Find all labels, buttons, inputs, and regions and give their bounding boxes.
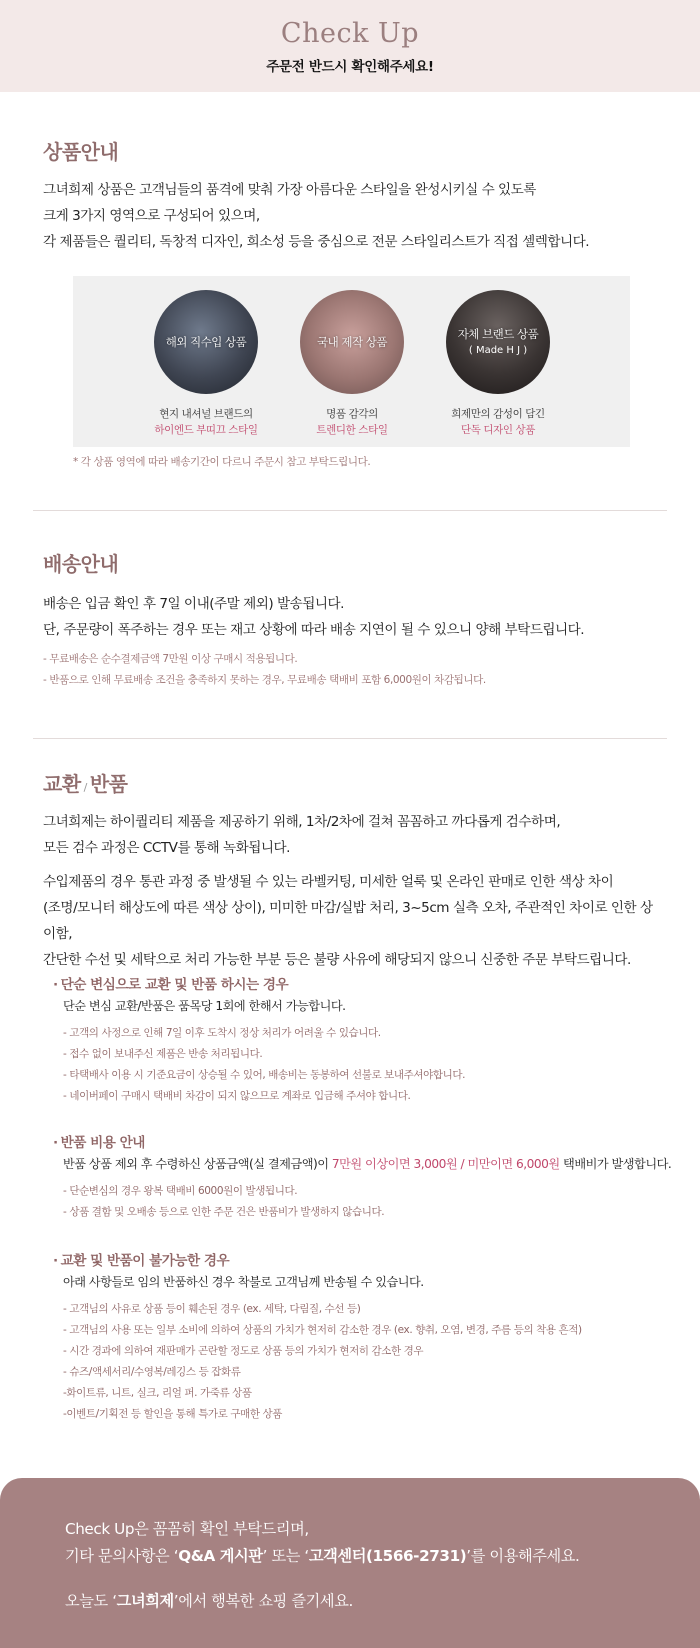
brand-name: 그녀희제 [116,1592,174,1610]
category-own-brand-label: 자체 브랜드 상품 [457,327,539,341]
customer-center-link[interactable]: 고객센터(1566-2731) [308,1547,467,1565]
simple-change-block [53,973,660,1107]
product-note: * 각 상품 영역에 따라 배송기간이 다르니 주문시 참고 부탁드립니다. [73,456,371,468]
category-own-brand-desc1: 희제만의 감성이 담긴 [451,408,545,420]
footer-text: 기타 문의사항은 ‘ [65,1547,179,1565]
impossible-title-text: 교환 및 반품이 불가능한 경우 [60,1253,230,1269]
category-own-brand-desc2: 단독 디자인 상품 [460,424,536,436]
category-overseas [141,290,271,438]
simple-change-note: - 접수 없이 보내주신 제품은 반송 처리됩니다. [63,1048,263,1060]
simple-change-note: - 타택배사 이용 시 기준요금이 상승될 수 있어, 배송비는 동봉하여 선불로 보내주셔야합니다. [63,1069,466,1081]
category-domestic-image [300,290,404,394]
shipping-note: - 반품으로 인해 무료배송 조건을 충족하지 못하는 경우, 무료배송 택배비 포함 6,000원이 차감됩니다. [43,674,486,686]
bullet-icon: · [53,977,58,993]
bullet-icon: · [53,1135,58,1151]
impossible-note: - 고객님의 사유로 상품 등이 훼손된 경우 (ex. 세탁, 다림질, 수선 등) [63,1303,361,1315]
return-cost-title [53,1131,680,1151]
footer-text: ’ 또는 ‘ [262,1547,309,1565]
product-line: 크게 3가지 영역으로 구성되어 있으며, [43,208,260,224]
return-cost-desc-highlight: 7만원 이상이면 3,000원 / 미만이면 6,000원 [331,1157,560,1171]
category-domestic-desc1: 명품 감각의 [326,408,378,420]
exchange-para1-line: 모든 검수 과정은 CCTV를 통해 녹화됩니다. [43,840,290,856]
page-header [0,0,700,92]
product-heading: 상품안내 [43,140,119,164]
simple-change-title-text: 단순 변심으로 교환 및 반품 하시는 경우 [60,977,289,993]
impossible-note: - 시간 경과에 의하여 재판매가 곤란할 정도로 상품 등의 가치가 현저히 감소한 경우 [63,1345,424,1357]
return-cost-note: - 단순변심의 경우 왕복 택배비 6000원이 발생됩니다. [63,1185,298,1197]
category-domestic-label: 국내 제작 상품 [317,335,387,349]
footer-text: ’에서 행복한 쇼핑 즐기세요. [173,1592,353,1610]
divider [33,510,667,511]
impossible-title [53,1249,680,1269]
simple-change-desc: 단순 변심 교환/반품은 품목당 1회에 한해서 가능합니다. [63,999,346,1013]
return-cost-desc-c: 택배비가 발생합니다. [559,1157,672,1171]
category-overseas-image [154,290,258,394]
divider [33,738,667,739]
product-line: 각 제품들은 퀄리티, 독창적 디자인, 희소성 등을 중심으로 전문 스타일리스트가 직접 셀렉합니다. [43,234,590,250]
category-overseas-label: 해외 직수입 상품 [165,335,247,349]
category-own-brand [433,290,563,438]
category-overseas-desc1: 현지 내셔널 브랜드의 [159,408,253,420]
return-cost-title-text: 반품 비용 안내 [60,1135,145,1151]
simple-change-note: - 네이버페이 구매시 택배비 차감이 되지 않으므로 계좌로 입금해 주셔야 합니다. [63,1090,411,1102]
category-overseas-desc2: 하이엔드 부띠끄 스타일 [154,424,258,436]
qna-board-link[interactable]: Q&A 게시판 [178,1547,263,1565]
page-subtitle: 주문전 반드시 확인해주세요! [266,59,434,75]
heading-separator: / [83,781,87,794]
shipping-note: - 무료배송은 순수결제금액 7만원 이상 구매시 적용됩니다. [43,653,298,665]
footer-line1: Check Up은 꼼꼼히 확인 부탁드리며, [65,1520,309,1538]
return-cost-block [53,1131,680,1223]
product-section [43,136,657,255]
shipping-section [43,548,657,691]
category-box [73,276,630,447]
simple-change-note: - 고객의 사정으로 인해 7일 이후 도착시 정상 처리가 어려울 수 있습니다. [63,1027,381,1039]
impossible-note: -이벤트/기획전 등 할인을 통해 특가로 구매한 상품 [63,1408,283,1420]
exchange-para2-line: 수입제품의 경우 통관 과정 중 발생될 수 있는 라벨커팅, 미세한 얼룩 및 온라인 판매로 인한 색상 차이 [43,874,614,890]
category-own-brand-image [446,290,550,394]
exchange-para2-line: 간단한 수선 및 세탁으로 처리 가능한 부분 등은 불량 사유에 해당되지 않으니 신중한 주문 부탁드립니다. [43,952,631,968]
footer-box [0,1478,700,1648]
exchange-heading [43,768,657,797]
impossible-note: - 고객님의 사용 또는 일부 소비에 의하여 상품의 가치가 현저히 감소한 경우 (ex. 향취, 오염, 변경, 주름 등의 착용 흔적) [63,1324,582,1336]
return-cost-desc-a: 반품 상품 제외 후 수령하신 상품금액(실 결제금액)이 [63,1157,332,1171]
exchange-heading-b: 반품 [89,772,128,796]
category-domestic-desc2: 트렌디한 스타일 [316,424,388,436]
impossible-desc: 아래 사항들로 임의 반품하신 경우 착불로 고객님께 반송될 수 있습니다. [63,1275,424,1289]
category-domestic [287,290,417,438]
shipping-heading: 배송안내 [43,552,119,576]
impossible-block [53,1249,680,1425]
product-line: 그녀희제 상품은 고객님들의 품격에 맞춰 가장 아름다운 스타일을 완성시키실 수 있도록 [43,182,536,198]
exchange-heading-a: 교환 [43,772,81,796]
bullet-icon: · [53,1253,58,1269]
exchange-para1-line: 그녀희제는 하이퀄리티 제품을 제공하기 위해, 1차/2차에 걸쳐 꼼꼼하고 까다롭게 검수하며, [43,814,561,830]
return-cost-desc [63,1153,680,1175]
impossible-note: -화이트류, 니트, 실크, 리얼 퍼. 가죽류 상품 [63,1387,252,1399]
footer-line3 [65,1588,700,1615]
simple-change-title [53,973,660,993]
page-title: Check Up [280,18,420,49]
footer-text: 오늘도 ‘ [65,1592,117,1610]
exchange-section [43,768,657,973]
category-own-brand-sub: ( Made H J ) [468,345,528,356]
return-cost-note: - 상품 결함 및 오배송 등으로 인한 주문 건은 반품비가 발생하지 않습니다. [63,1206,385,1218]
shipping-line: 단, 주문량이 폭주하는 경우 또는 재고 상황에 따라 배송 지연이 될 수 있으니 양해 부탁드립니다. [43,622,585,638]
shipping-line: 배송은 입금 확인 후 7일 이내(주말 제외) 발송됩니다. [43,596,344,612]
footer-text: ’를 이용해주세요. [466,1547,580,1565]
footer-line2 [65,1543,700,1570]
impossible-note: - 슈즈/액세서리/수영복/레깅스 등 잡화류 [63,1366,241,1378]
exchange-para2-line: (조명/모니터 해상도에 따른 색상 상이), 미미한 마감/실밥 처리, 3~5cm 실측 오차, 주관적인 차이로 인한 상이함, [43,900,653,942]
